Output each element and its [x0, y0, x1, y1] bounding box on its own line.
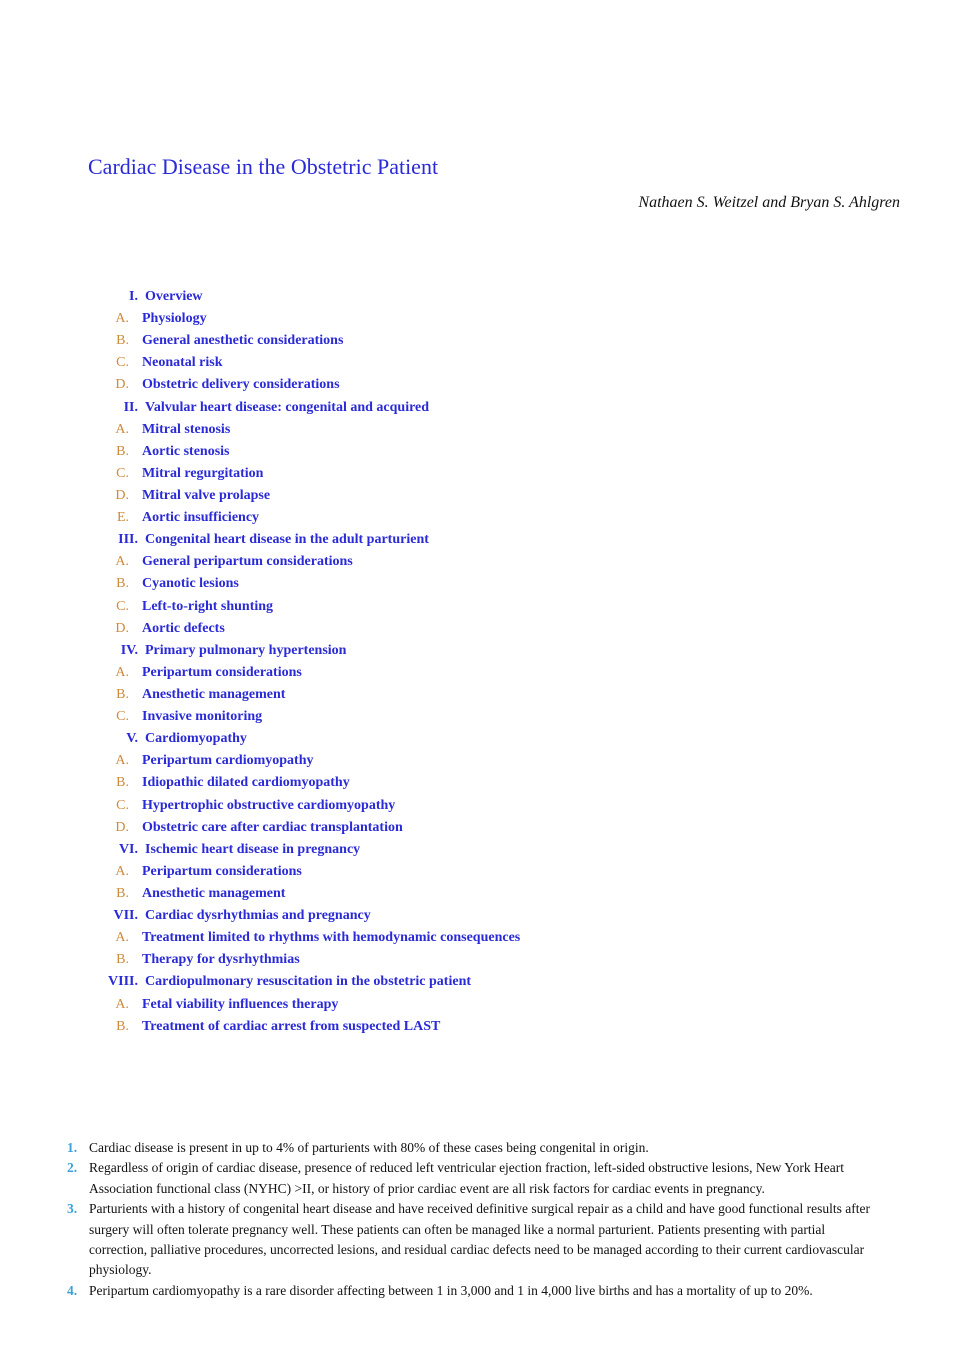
key-point-number: 2. [67, 1160, 78, 1176]
outline-number: C. [116, 355, 129, 371]
outline-link[interactable]: Obstetric care after cardiac transplantation [142, 819, 403, 835]
outline-subsection[interactable] [0, 750, 953, 772]
outline-subsection[interactable] [0, 374, 953, 396]
outline-number: D. [115, 377, 129, 393]
outline-number: C. [116, 598, 129, 614]
outline-number: A. [115, 863, 129, 879]
outline-number: B. [116, 333, 129, 349]
outline-link[interactable]: Aortic defects [142, 620, 225, 636]
outline-subsection[interactable] [0, 1016, 953, 1038]
outline-number: VII. [113, 908, 138, 924]
key-point-text: Cardiac disease is present in up to 4% of parturients with 80% of these cases being congenital in origin. [89, 1140, 649, 1155]
outline-subsection[interactable] [0, 596, 953, 618]
outline-subsection[interactable] [0, 441, 953, 463]
outline-link[interactable]: Peripartum considerations [142, 664, 302, 680]
outline-subsection[interactable] [0, 352, 953, 374]
outline-subsection[interactable] [0, 861, 953, 883]
outline-number: C. [116, 797, 129, 813]
outline-link[interactable]: Peripartum cardiomyopathy [142, 753, 314, 769]
outline-number: B. [116, 885, 129, 901]
outline-link[interactable]: Physiology [142, 311, 207, 327]
outline-section[interactable] [0, 286, 953, 308]
outline-number: D. [115, 487, 129, 503]
outline-section[interactable] [0, 839, 953, 861]
outline-number: VIII. [108, 974, 138, 990]
outline-number: D. [115, 819, 129, 835]
outline-subsection[interactable] [0, 308, 953, 330]
key-point [0, 1281, 953, 1301]
outline-number: E. [116, 510, 129, 526]
outline-number: B. [116, 686, 129, 702]
outline-link[interactable]: Invasive monitoring [142, 709, 263, 725]
outline-link[interactable]: Obstetric delivery considerations [142, 377, 340, 393]
outline-link[interactable]: Left-to-right shunting [142, 598, 274, 614]
outline-subsection[interactable] [0, 684, 953, 706]
key-point [0, 1138, 953, 1158]
outline-subsection[interactable] [0, 795, 953, 817]
outline-number: IV. [120, 642, 138, 658]
key-point [0, 1158, 953, 1199]
key-points [0, 1138, 953, 1301]
outline-link[interactable]: Anesthetic management [142, 885, 286, 901]
outline-number: A. [115, 421, 129, 437]
outline-link[interactable]: Mitral stenosis [142, 421, 231, 437]
outline-section[interactable] [0, 529, 953, 551]
outline-link[interactable]: Treatment limited to rhythms with hemodynamic consequences [142, 930, 521, 946]
outline-number: A. [115, 753, 129, 769]
key-point-number: 4. [67, 1282, 78, 1298]
outline-number: A. [115, 311, 129, 327]
outline-subsection[interactable] [0, 927, 953, 949]
chapter-outline [0, 286, 953, 1038]
outline-link[interactable]: Therapy for dysrhythmias [142, 952, 300, 968]
outline-section[interactable] [0, 728, 953, 750]
outline-number: B. [116, 952, 129, 968]
key-point-number: 3. [67, 1201, 78, 1217]
outline-number: D. [115, 620, 129, 636]
outline-subsection[interactable] [0, 573, 953, 595]
outline-link[interactable]: Overview [145, 289, 203, 304]
key-point-number: 1. [67, 1140, 78, 1155]
outline-number: A. [115, 664, 129, 680]
outline-link[interactable]: Fetal viability influences therapy [142, 996, 339, 1012]
outline-subsection[interactable] [0, 330, 953, 352]
outline-section[interactable] [0, 397, 953, 419]
outline-link[interactable]: Cyanotic lesions [142, 576, 239, 592]
outline-number: A. [115, 996, 129, 1012]
key-point-text: Regardless of origin of cardiac disease, presence of reduced left ventricular ejection fraction, left-sided obstructive lesions, New York Heart Association functional class (NYHC) >II, or history of prior cardiac event are all risk factors for cardiac events in pregnancy. [89, 1160, 844, 1196]
outline-subsection[interactable] [0, 772, 953, 794]
outline-subsection[interactable] [0, 618, 953, 640]
outline-subsection[interactable] [0, 463, 953, 485]
outline-subsection[interactable] [0, 706, 953, 728]
outline-link[interactable]: Ischemic heart disease in pregnancy [145, 841, 361, 857]
outline-link[interactable]: General peripartum considerations [142, 554, 353, 570]
outline-section[interactable] [0, 905, 953, 927]
outline-link[interactable]: Aortic stenosis [142, 443, 230, 459]
outline-link[interactable]: Cardiac dysrhythmias and pregnancy [145, 908, 371, 924]
outline-number: B. [116, 443, 129, 459]
outline-link[interactable]: Anesthetic management [142, 686, 286, 702]
outline-section[interactable] [0, 640, 953, 662]
outline-subsection[interactable] [0, 994, 953, 1016]
outline-section[interactable] [0, 971, 953, 993]
key-point-text: Peripartum cardiomyopathy is a rare disorder affecting between 1 in 3,000 and 1 in 4,000 live births and has a mortality of up to 20%. [89, 1282, 813, 1298]
outline-subsection[interactable] [0, 507, 953, 529]
chapter-authors: Nathaen S. Weitzel and Bryan S. Ahlgren [638, 194, 900, 211]
outline-link[interactable]: Valvular heart disease: congenital and acquired [145, 399, 430, 415]
outline-link[interactable]: Aortic insufficiency [142, 510, 260, 526]
outline-number: B. [116, 1018, 129, 1034]
chapter-title: Cardiac Disease in the Obstetric Patient [88, 154, 439, 179]
outline-number: VI. [118, 841, 138, 857]
outline-subsection[interactable] [0, 949, 953, 971]
outline-number: A. [115, 930, 129, 946]
outline-link[interactable]: Cardiopulmonary resuscitation in the obstetric patient [145, 974, 472, 990]
key-point [0, 1199, 953, 1281]
outline-link[interactable]: Treatment of cardiac arrest from suspected LAST [142, 1018, 441, 1034]
outline-link[interactable]: Mitral valve prolapse [142, 487, 271, 503]
outline-link[interactable]: General anesthetic considerations [142, 333, 344, 349]
outline-number: II. [123, 399, 138, 415]
outline-subsection[interactable] [0, 419, 953, 441]
outline-link[interactable]: Neonatal risk [142, 355, 223, 371]
outline-number: A. [115, 554, 129, 570]
outline-number: B. [116, 775, 129, 791]
outline-number: C. [116, 465, 129, 481]
outline-number: C. [116, 709, 129, 725]
outline-number: I. [129, 289, 138, 304]
outline-link[interactable]: Primary pulmonary hypertension [145, 642, 347, 658]
outline-link[interactable]: Mitral regurgitation [142, 465, 264, 481]
outline-number: V. [126, 731, 138, 747]
outline-link[interactable]: Cardiomyopathy [145, 731, 247, 747]
outline-subsection[interactable] [0, 485, 953, 507]
outline-link[interactable]: Peripartum considerations [142, 863, 302, 879]
outline-number: B. [116, 576, 129, 592]
outline-link[interactable]: Idiopathic dilated cardiomyopathy [142, 775, 350, 791]
outline-subsection[interactable] [0, 883, 953, 905]
outline-subsection[interactable] [0, 817, 953, 839]
outline-subsection[interactable] [0, 551, 953, 573]
outline-link[interactable]: Hypertrophic obstructive cardiomyopathy [142, 797, 396, 813]
key-point-text: Parturients with a history of congenital heart disease and have received definitive surgical repair as a child and have good functional results after surgery will often tolerate pregnancy well. These patients can often be managed like a normal parturient. Patients presenting with partial correction, palliative procedures, uncorrected lesions, and residual cardiac defects need to be managed according to their current cardiovascular physiology. [89, 1201, 870, 1278]
outline-subsection[interactable] [0, 662, 953, 684]
outline-number: III. [118, 532, 138, 548]
outline-link[interactable]: Congenital heart disease in the adult parturient [145, 532, 429, 548]
